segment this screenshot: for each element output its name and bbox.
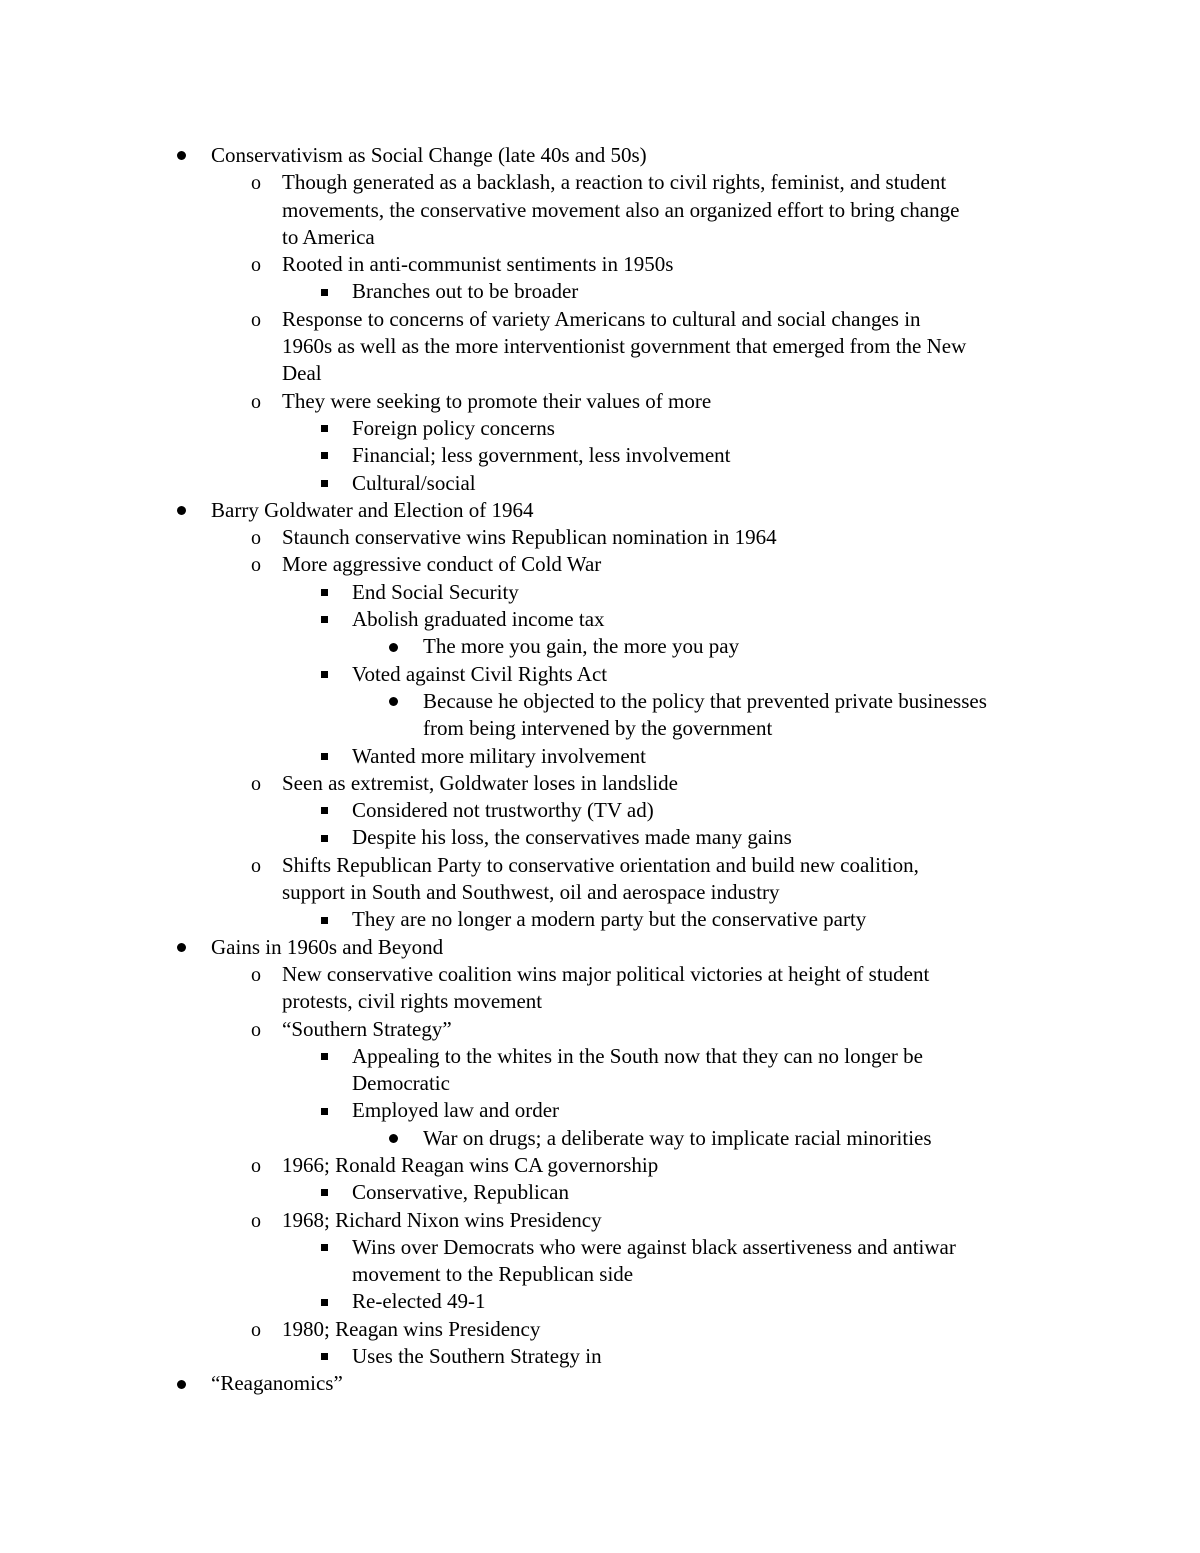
outline-text: Re-elected 49-1 (352, 1289, 486, 1314)
outline-list (0, 142, 1200, 1398)
outline-text: Conservative, Republican (352, 1180, 569, 1205)
outline-item-level-3 (0, 1043, 1200, 1098)
outline-item-level-3 (0, 906, 1200, 933)
bullet-circle-icon: o (251, 854, 261, 877)
outline-text: Conservativism as Social Change (late 40s and 50s) (211, 143, 647, 167)
outline-item-level-1 (0, 934, 1200, 961)
bullet-circle-icon: o (251, 1209, 261, 1232)
bullet-square-icon (309, 743, 339, 770)
outline-text: New conservative coalition wins major political victories at height of student (282, 961, 930, 986)
bullet-square-icon (309, 1288, 339, 1315)
outline-item-level-3 (0, 1097, 1200, 1124)
outline-item-level-1 (0, 497, 1200, 524)
outline-text: “Reaganomics” (211, 1371, 343, 1396)
outline-line (0, 1152, 1200, 1179)
outline-item-level-3 (0, 824, 1200, 851)
outline-text: Staunch conservative wins Republican nomination in 1964 (282, 525, 777, 550)
outline-line (0, 1207, 1200, 1234)
outline-line (0, 1343, 1200, 1370)
outline-text: Foreign policy concerns (352, 415, 555, 440)
bullet-circle-icon: o (251, 172, 261, 195)
outline-line (0, 415, 1200, 442)
bullet-square-icon (309, 1343, 339, 1370)
outline-text: to America (282, 224, 375, 249)
outline-item-level-2 (0, 306, 1200, 388)
outline-text: support in South and Southwest, oil and aerospace industry (282, 880, 780, 905)
outline-item-level-3 (0, 1343, 1200, 1370)
outline-text: protests, civil rights movement (282, 989, 543, 1014)
outline-line (0, 1016, 1200, 1043)
outline-item-level-1 (0, 1370, 1200, 1397)
outline-item-level-3 (0, 1288, 1200, 1315)
outline-item-level-3 (0, 606, 1200, 633)
bullet-circle-icon: o (251, 1318, 261, 1341)
outline-line (0, 1043, 1200, 1070)
bullet-square-icon (309, 824, 339, 851)
outline-line (0, 1288, 1200, 1315)
outline-text: Employed law and order (352, 1098, 560, 1123)
bullet-dot-icon (166, 142, 196, 169)
bullet-square-icon (309, 579, 339, 606)
outline-text: Appealing to the whites in the South now that they can no longer be (352, 1043, 923, 1068)
outline-item-level-2 (0, 1316, 1200, 1343)
outline-text: from being intervened by the government (423, 716, 773, 741)
outline-item-level-3 (0, 1234, 1200, 1289)
outline-line (0, 497, 1200, 524)
outline-line (0, 169, 1200, 196)
outline-item-level-2 (0, 770, 1200, 797)
outline-line (0, 551, 1200, 578)
outline-text: They are no longer a modern party but the conservative party (352, 907, 867, 932)
outline-line (0, 661, 1200, 688)
outline-line (0, 715, 1200, 742)
outline-text: 1960s as well as the more interventionist government that emerged from the New (282, 334, 967, 359)
outline-item-level-3 (0, 797, 1200, 824)
outline-item-level-2 (0, 524, 1200, 551)
outline-text: Because he objected to the policy that prevented private businesses (423, 688, 987, 713)
outline-text: End Social Security (352, 579, 519, 604)
bullet-circle-icon: o (251, 772, 261, 795)
outline-text: Wins over Democrats who were against black assertiveness and antiwar (352, 1234, 956, 1259)
outline-item-level-4 (0, 1125, 1200, 1152)
outline-line (0, 278, 1200, 305)
outline-text: They were seeking to promote their values of more (282, 388, 712, 413)
outline-text: “Southern Strategy” (282, 1016, 452, 1041)
bullet-circle-icon: o (251, 254, 261, 277)
outline-line (0, 1125, 1200, 1152)
outline-item-level-2 (0, 1016, 1200, 1043)
outline-line (0, 333, 1200, 360)
outline-line (0, 1261, 1200, 1288)
outline-text: Cultural/social (352, 470, 476, 495)
outline-item-level-3 (0, 1179, 1200, 1206)
outline-text: 1966; Ronald Reagan wins CA governorship (282, 1152, 659, 1177)
bullet-circle-icon: o (251, 390, 261, 413)
outline-item-level-3 (0, 661, 1200, 688)
outline-item-level-3 (0, 442, 1200, 469)
outline-item-level-2 (0, 551, 1200, 578)
bullet-dot-icon (378, 688, 408, 715)
bullet-square-icon (309, 278, 339, 305)
outline-line (0, 388, 1200, 415)
outline-line (0, 142, 1200, 169)
bullet-dot-icon (378, 1125, 408, 1152)
outline-text: Gains in 1960s and Beyond (211, 934, 444, 959)
outline-line (0, 1179, 1200, 1206)
bullet-square-icon (309, 442, 339, 469)
bullet-dot-icon (166, 934, 196, 961)
outline-item-level-2 (0, 852, 1200, 907)
outline-text: More aggressive conduct of Cold War (282, 552, 602, 577)
outline-line (0, 633, 1200, 660)
bullet-square-icon (309, 1234, 339, 1261)
outline-line (0, 579, 1200, 606)
outline-text: Voted against Civil Rights Act (352, 661, 608, 686)
outline-item-level-3 (0, 743, 1200, 770)
outline-text: Rooted in anti-communist sentiments in 1950s (282, 252, 674, 277)
outline-text: 1980; Reagan wins Presidency (282, 1316, 541, 1341)
outline-text: Barry Goldwater and Election of 1964 (211, 497, 534, 522)
outline-item-level-3 (0, 415, 1200, 442)
outline-item-level-1 (0, 142, 1200, 169)
bullet-square-icon (309, 661, 339, 688)
outline-line (0, 360, 1200, 387)
outline-item-level-3 (0, 470, 1200, 497)
outline-line (0, 688, 1200, 715)
outline-text: Despite his loss, the conservatives made many gains (352, 825, 792, 850)
bullet-circle-icon: o (251, 527, 261, 550)
outline-text: 1968; Richard Nixon wins Presidency (282, 1207, 602, 1232)
outline-line (0, 879, 1200, 906)
outline-line (0, 934, 1200, 961)
outline-text: Response to concerns of variety Americans to cultural and social changes in (282, 306, 921, 331)
outline-item-level-3 (0, 278, 1200, 305)
outline-line (0, 606, 1200, 633)
outline-line (0, 961, 1200, 988)
outline-line (0, 1070, 1200, 1097)
outline-line (0, 197, 1200, 224)
outline-item-level-2 (0, 961, 1200, 1016)
bullet-square-icon (309, 415, 339, 442)
outline-text: Wanted more military involvement (352, 743, 646, 768)
outline-line (0, 251, 1200, 278)
bullet-dot-icon (166, 1370, 196, 1397)
outline-item-level-2 (0, 251, 1200, 278)
outline-line (0, 1316, 1200, 1343)
outline-text: Considered not trustworthy (TV ad) (352, 798, 654, 823)
bullet-square-icon (309, 606, 339, 633)
outline-text: Abolish graduated income tax (352, 607, 605, 632)
outline-text: Though generated as a backlash, a reaction to civil rights, feminist, and student (282, 170, 947, 195)
outline-line (0, 442, 1200, 469)
outline-text: The more you gain, the more you pay (423, 634, 740, 659)
outline-item-level-4 (0, 688, 1200, 743)
bullet-circle-icon: o (251, 308, 261, 331)
outline-line (0, 906, 1200, 933)
outline-line (0, 852, 1200, 879)
outline-line (0, 470, 1200, 497)
outline-line (0, 306, 1200, 333)
outline-item-level-2 (0, 1152, 1200, 1179)
outline-item-level-4 (0, 633, 1200, 660)
outline-text: Branches out to be broader (352, 279, 579, 304)
bullet-dot-icon (378, 633, 408, 660)
bullet-square-icon (309, 1179, 339, 1206)
outline-item-level-3 (0, 579, 1200, 606)
bullet-dot-icon (166, 497, 196, 524)
outline-text: Financial; less government, less involvement (352, 443, 731, 468)
outline-item-level-2 (0, 1207, 1200, 1234)
bullet-circle-icon: o (251, 554, 261, 577)
outline-item-level-2 (0, 169, 1200, 251)
outline-line (0, 797, 1200, 824)
outline-text: Seen as extremist, Goldwater loses in landslide (282, 770, 678, 795)
outline-text: Deal (282, 361, 322, 386)
bullet-circle-icon: o (251, 963, 261, 986)
outline-text: Democratic (352, 1071, 450, 1096)
outline-line (0, 988, 1200, 1015)
outline-item-level-2 (0, 388, 1200, 415)
outline-line (0, 743, 1200, 770)
outline-text: Uses the Southern Strategy in (352, 1344, 602, 1369)
outline-text: movements, the conservative movement also an organized effort to bring change (282, 197, 960, 222)
outline-line (0, 224, 1200, 251)
bullet-square-icon (309, 797, 339, 824)
outline-text: movement to the Republican side (352, 1262, 634, 1287)
outline-text: War on drugs; a deliberate way to implicate racial minorities (423, 1125, 932, 1150)
bullet-square-icon (309, 470, 339, 497)
outline-line (0, 1370, 1200, 1397)
bullet-square-icon (309, 1043, 339, 1070)
bullet-square-icon (309, 1097, 339, 1124)
bullet-circle-icon: o (251, 1018, 261, 1041)
outline-line (0, 1234, 1200, 1261)
outline-line (0, 1097, 1200, 1124)
outline-line (0, 770, 1200, 797)
bullet-circle-icon: o (251, 1154, 261, 1177)
bullet-square-icon (309, 906, 339, 933)
outline-text: Shifts Republican Party to conservative orientation and build new coalition, (282, 852, 919, 877)
outline-line (0, 824, 1200, 851)
outline-line (0, 524, 1200, 551)
